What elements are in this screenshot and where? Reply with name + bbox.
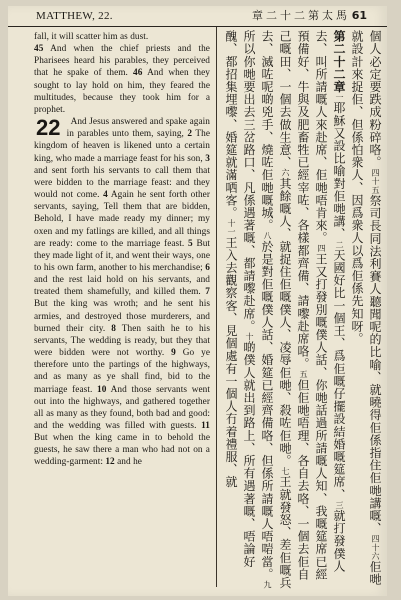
english-column: [34, 31, 210, 469]
chapter-22-text: And Jesus answered and spake again in parables unto them, saying, 2 The kingdom of heaven is likened unto a certain king, who made a marriage feast for his son, 3 and sent forth his servants to call them that were bidden to the marriage feast: and they would not come. 4 Again he sent forth other servants, saying, Tell them that are bidden, Behold, I have made ready my dinner; my oxen and my fatlings are killed, and all things are ready: come to the marriage feast. 5 But they made light of it, and went their ways, one to his own farm, another to his merchandise; 6 and the rest laid hold on his servants, and treated them shamefully, and killed them. 7 But the king was wroth; and he sent his armies, and destroyed those murderers, and burned their city. 8 Then saith he to his servants, The wedding is ready, but they that were bidden were not worthy. 9 Go ye therefore unto the partings of the highways, and as many as ye shall find, bid to the marriage feast. 10 And those servants went out into the highways, and gathered together all as many as they found, both bad and good: and the wedding was filled with guests. 11 But when the king came in to behold the guests, he saw there a man who had not on a wedding-garment: 12 and he: [34, 117, 211, 468]
cn-chapter-text: 第二十二章一耶穌又設比喻對佢哋講、二天國好比一個王、爲佢嘅仔擺設結婚嘅筵席、三就打發僕人去、叫所請嘅人來赴席、佢哋唔肯來。四王又打發別嘅僕人話、你哋話過所請嘅人知、我嘅筵席已經預備好、牛與及肥畜牲已經宰咗、各樣都齊備、請嚟赴席咯。五但佢哋唔理、各自去咯、一個去佢自己嘅田、一個去做生意、六其餘嘅人、就捉住佢嘅僕人、凌辱佢哋、殺咗佢哋。七王就發怒、差佢嘅兵去、滅咗呢啲兇手、燒咗佢哋嘅城。八於是對佢嘅僕人話、婚筵已經齊備咯、但係所請嘅人唔啱當。九所以你哋要出去三岔路口、凡係遇著嘅、都請嚟赴席。十啲僕人就出到路上、所有遇著嘅、唔論好醜、都招集埋嚟、婚筵就滿哂客。十一王入去觀察客、見個處有一個人冇着禮服、就: [224, 30, 346, 590]
running-header: [8, 6, 387, 27]
header-chinese-title: 馬太第二十二章: [252, 9, 350, 22]
page-number: 61: [351, 9, 367, 22]
cn-text: 個人必定要跌成粉碎咯。四十五祭司長同法利賽人聽聞呢的比喻、就曉得佢係指住佢哋講嘅、四十六佢哋就設計來捉佢、但係怕衆人、因爲衆人以爲佢係先知呀。: [350, 30, 382, 586]
bible-page: [8, 6, 387, 596]
chapter-number: 22: [36, 115, 61, 141]
verse-number: 46: [133, 68, 143, 79]
chinese-column: [220, 30, 384, 590]
verse-45: 45 And when the chief priests and the Pharisees heard his parables, they perceived that he spake of them. 46 And when they sought to lay hold on him, they feared the multitudes, because they took him for a prophet.: [34, 44, 210, 115]
verse-continuation: fall, it will scatter him as dust.: [34, 32, 149, 42]
cn-chapter-title: 第二十二章: [332, 30, 346, 93]
verse-number: 45: [34, 44, 44, 55]
chapter-22-block: [34, 116, 210, 469]
column-divider: [216, 27, 217, 587]
header-book-chapter: MATTHEW, 22.: [36, 10, 113, 22]
